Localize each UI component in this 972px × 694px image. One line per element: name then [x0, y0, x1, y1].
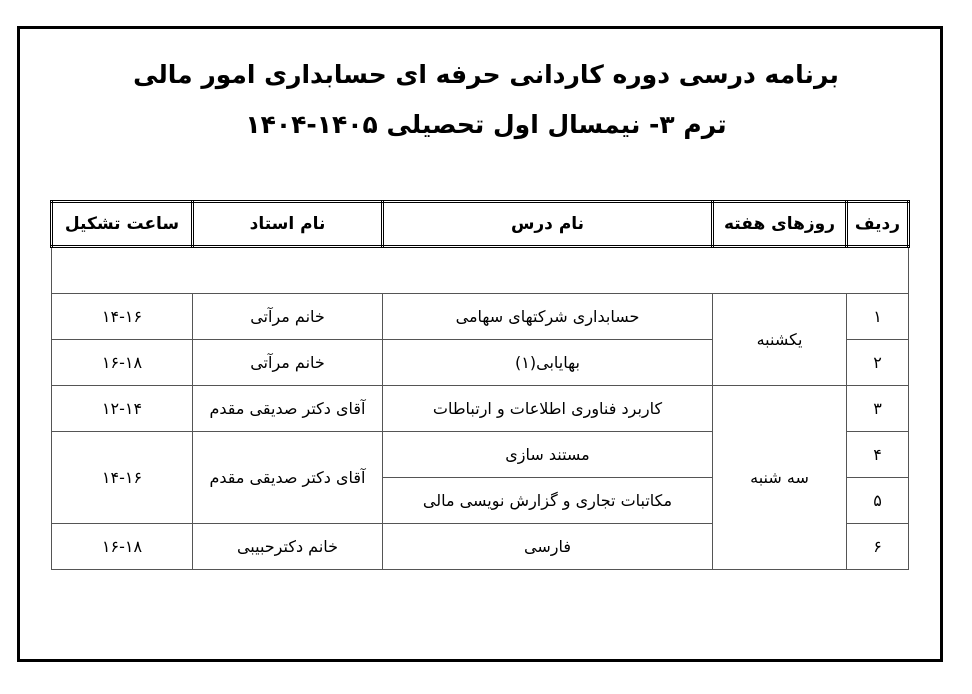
row-number: ۶ — [847, 524, 909, 570]
teacher-cell: خانم مرآتی — [193, 294, 383, 340]
time-cell: ۱۴-۱۶ — [52, 432, 193, 524]
table-row — [52, 386, 909, 432]
header-row — [52, 202, 909, 247]
row-number: ۳ — [847, 386, 909, 432]
header-weekday: روزهای هفته — [713, 202, 847, 247]
weekday-cell: یکشنبه — [713, 294, 847, 386]
teacher-cell: آقای دکتر صدیقی مقدم — [193, 386, 383, 432]
course-cell: مستند سازی — [383, 432, 713, 478]
time-cell: ۱۴-۱۶ — [52, 294, 193, 340]
course-cell: کاربرد فناوری اطلاعات و ارتباطات — [383, 386, 713, 432]
table-row — [52, 294, 909, 340]
time-cell: ۱۶-۱۸ — [52, 524, 193, 570]
document-title: برنامه درسی دوره کاردانی حرفه ای حسابداری امور مالی — [133, 60, 839, 89]
header-teacher-name: نام استاد — [193, 202, 383, 247]
row-number: ۴ — [847, 432, 909, 478]
schedule-table — [50, 200, 910, 570]
time-cell: ۱۶-۱۸ — [52, 340, 193, 386]
row-number: ۱ — [847, 294, 909, 340]
teacher-cell: خانم دکترحبیبی — [193, 524, 383, 570]
header-course-name: نام درس — [383, 202, 713, 247]
header-time: ساعت تشکیل — [52, 202, 193, 247]
document-subtitle: ترم ۳- نیمسال اول تحصیلی ۱۴۰۵-۱۴۰۴ — [245, 110, 727, 139]
row-number: ۵ — [847, 478, 909, 524]
course-cell: فارسی — [383, 524, 713, 570]
course-cell: مکاتبات تجاری و گزارش نویسی مالی — [383, 478, 713, 524]
time-cell: ۱۲-۱۴ — [52, 386, 193, 432]
teacher-cell: آقای دکتر صدیقی مقدم — [193, 432, 383, 524]
course-cell: حسابداری شرکتهای سهامی — [383, 294, 713, 340]
header-row-number: ردیف — [847, 202, 909, 247]
weekday-cell: سه شنبه — [713, 386, 847, 570]
course-cell: بهایابی(۱) — [383, 340, 713, 386]
row-number: ۲ — [847, 340, 909, 386]
teacher-cell: خانم مرآتی — [193, 340, 383, 386]
